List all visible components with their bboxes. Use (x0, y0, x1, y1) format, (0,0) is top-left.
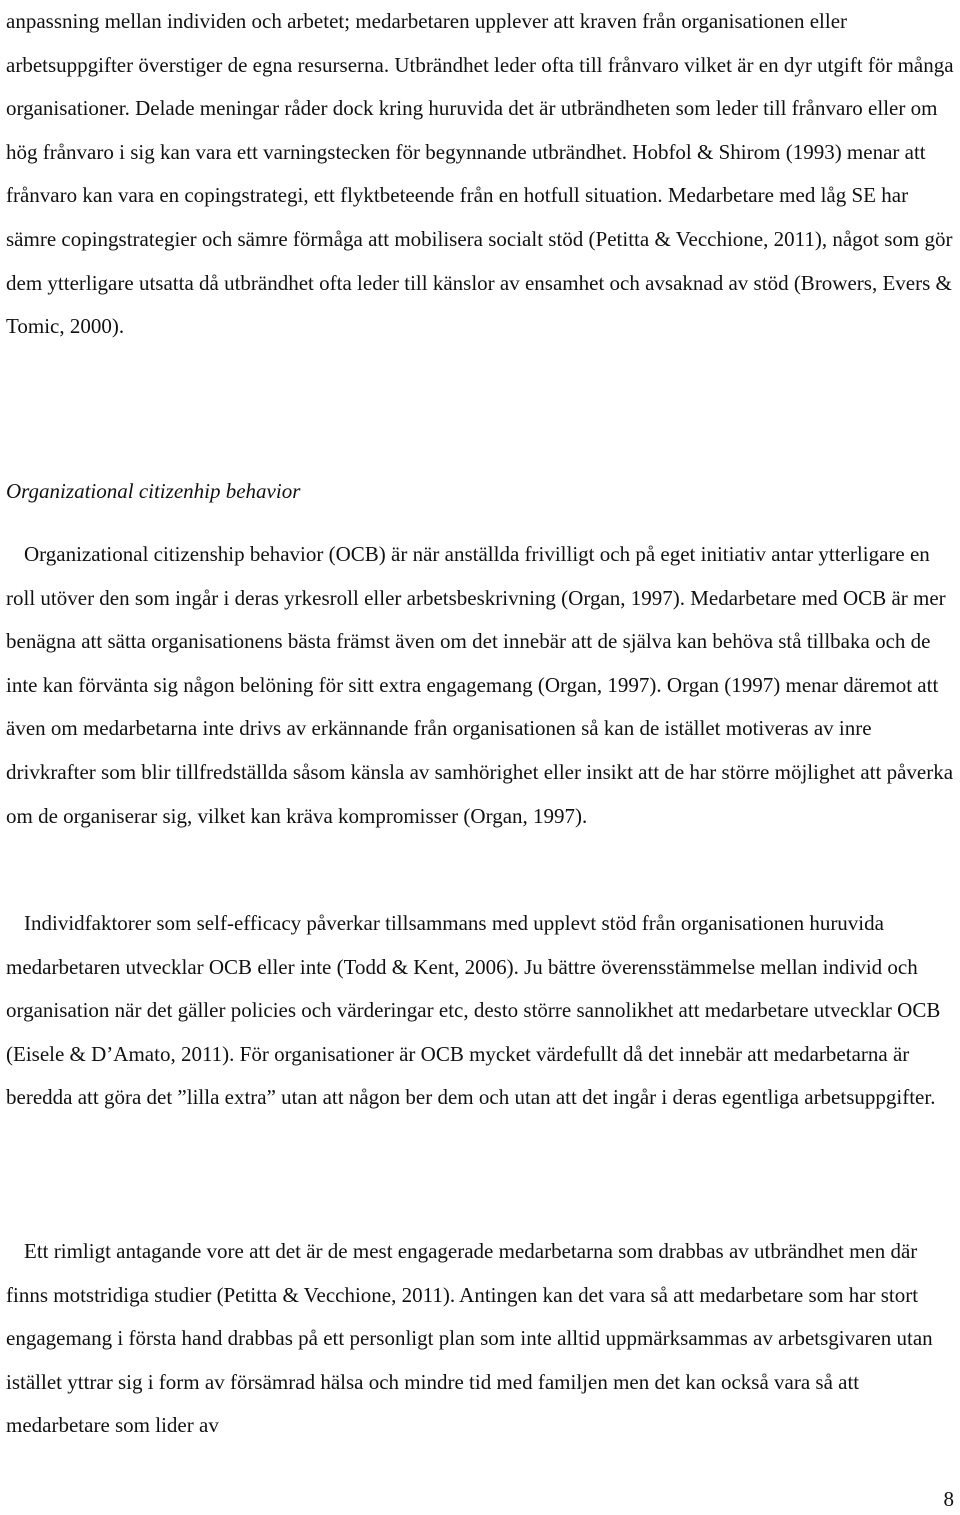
paragraph-burnout-continuation: anpassning mellan individen och arbetet; medarbetaren upplever att kraven från organisationen eller arbetsuppgifter överstiger de egna resurserna. Utbrändhet leder ofta till frånvaro vilket är en dyr utgift för många organisationer. Delade meningar råder dock kring huruvida det är utbrändheten som leder till frånvaro eller om hög frånvaro i sig kan vara ett varningstecken för begynnande utbrändhet. Hobfol & Shirom (1993) menar att frånvaro kan vara en copingstrategi, ett flyktbeteende från en hotfull situation. Medarbetare med låg SE har sämre copingstrategier och sämre förmåga att mobilisera socialt stöd (Petitta & Vecchione, 2011), något som gör dem ytterligare utsatta då utbrändhet ofta leder till känslor av ensamhet och avsaknad av stöd (Browers, Evers & Tomic, 2000). (6, 9, 954, 339)
paragraph-ocb-definition: Organizational citizenship behavior (OCB) är när anställda frivilligt och på eget initiativ antar ytterligare en roll utöver den som ingår i deras yrkesroll eller arbetsbeskrivning (Organ, 1997). Medarbetare med OCB är mer benägna att sätta organisationens bästa främst även om det innebär att de själva kan behöva stå tillbaka och de inte kan förvänta sig någon belöning för sitt extra engagemang (Organ, 1997). Organ (1997) menar däremot att även om medarbetarna inte drivs av erkännande från organisationen så kan de istället motiveras av inre drivkrafter som blir tillfredställda såsom känsla av samhörighet eller insikt att de har större möjlighet att påverka om de organiserar sig, vilket kan kräva kompromisser (Organ, 1997). (6, 542, 954, 828)
paragraph-engagement-burnout: Ett rimligt antagande vore att det är de mest engagerade medarbetarna som drabbas av utbrändhet men där finns motstridiga studier (Petitta & Vecchione, 2011). Antingen kan det vara så att medarbetare som har stort engagemang i första hand drabbas på ett personligt plan som inte alltid uppmärksammas av arbetsgivaren utan istället yttrar sig i form av försämrad hälsa och mindre tid med familjen men det kan också vara så att medarbetare som lider av (6, 1239, 933, 1438)
paragraph-individual-factors: Individfaktorer som self-efficacy påverkar tillsammans med upplevt stöd från organisationen huruvida medarbetaren utvecklar OCB eller inte (Todd & Kent, 2006). Ju bättre överensstämmelse mellan individ och organisation när det gäller policies och värderingar etc, desto större sannolikhet att medarbetare utvecklar OCB (Eisele & D’Amato, 2011). För organisationer är OCB mycket värdefullt då det innebär att medarbetarna är beredda att göra det ”lilla extra” utan att någon ber dem och utan att det ingår i deras egentliga arbetsuppgifter. (6, 911, 941, 1110)
section-heading: Organizational citizenhip behavior (6, 479, 301, 503)
page-number: 8 (943, 1487, 954, 1511)
